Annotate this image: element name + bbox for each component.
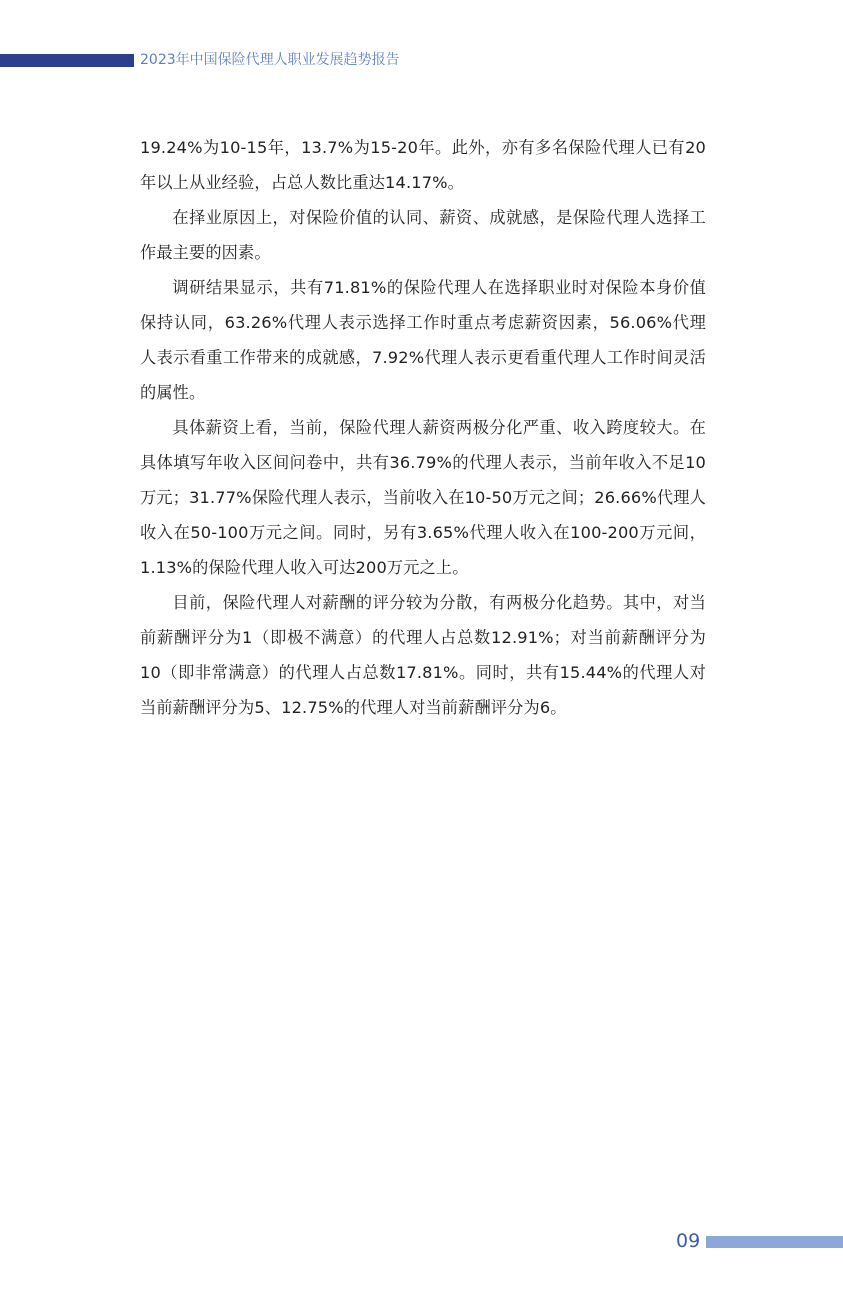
header-accent-bar	[0, 54, 134, 67]
paragraph-survey-results: 调研结果显示，共有71.81%的保险代理人在选择职业时对保险本身价值保持认同，63.26%代理人表示选择工作时重点考虑薪资因素，56.06%代理人表示看重工作带来的成就感，7.92%代理人表示更看重代理人工作时间灵活的属性。	[140, 278, 706, 402]
paragraph-salary-ratings: 目前，保险代理人对薪酬的评分较为分散，有两极分化趋势。其中，对当前薪酬评分为1（即极不满意）的代理人占总数12.91%；对当前薪酬评分为10（即非常满意）的代理人占总数17.81%。同时，共有15.44%的代理人对当前薪酬评分为5、12.75%的代理人对当前薪酬评分为6。	[140, 593, 706, 717]
paragraph-salary-distribution: 具体薪资上看，当前，保险代理人薪资两极分化严重、收入跨度较大。在具体填写年收入区间问卷中，共有36.79%的代理人表示，当前年收入不足10万元；31.77%保险代理人表示，当前收入在10-50万元之间；26.66%代理人收入在50-100万元之间。同时，另有3.65%代理人收入在100-200万元间，1.13%的保险代理人收入可达200万元之上。	[140, 418, 706, 577]
page-number: 09	[676, 1230, 701, 1252]
report-header-title: 2023年中国保险代理人职业发展趋势报告	[140, 52, 400, 68]
paragraph-career-reasons: 在择业原因上，对保险价值的认同、薪资、成就感，是保险代理人选择工作最主要的因素。	[140, 208, 706, 262]
paragraph-experience-continued: 19.24%为10-15年，13.7%为15-20年。此外，亦有多名保险代理人已有20年以上从业经验，占总人数比重达14.17%。	[140, 138, 706, 192]
footer-accent-bar	[706, 1236, 843, 1248]
body-text	[140, 130, 706, 725]
